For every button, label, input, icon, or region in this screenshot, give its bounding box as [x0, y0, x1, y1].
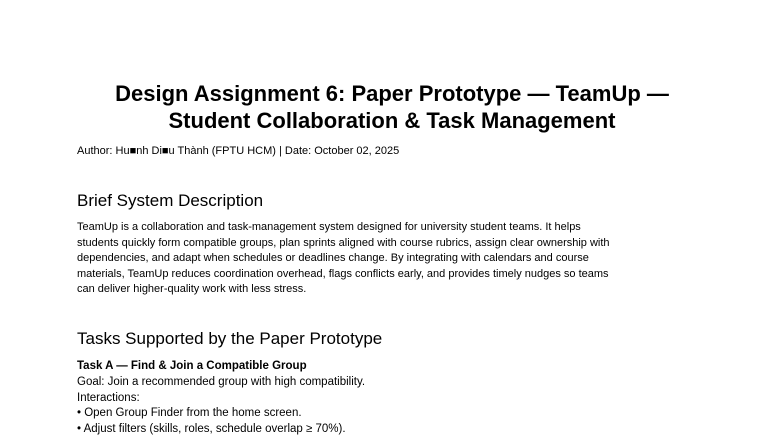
section-heading-brief: Brief System Description	[77, 191, 264, 210]
task-interactions-label: Interactions:	[77, 391, 140, 404]
brief-description-paragraph	[77, 220, 717, 298]
task-goal: Goal: Join a recommended group with high compatibility.	[77, 376, 366, 388]
document-title-line-1: Design Assignment 6: Paper Prototype — TeamUp —	[115, 81, 669, 106]
task-bullet-item: • Open Group Finder from the home screen.	[77, 407, 302, 419]
paragraph-line: can deliver higher-quality work with less stress.	[77, 283, 307, 296]
author-date-line: Author: Hu■nh Di■u Thành (FPTU HCM) | Date: October 02, 2025	[77, 145, 400, 157]
paragraph-line: students quickly form compatible groups, plan sprints aligned with course rubrics, assign clear ownership with	[77, 236, 610, 249]
document-title-line-2: Student Collaboration & Task Management	[168, 108, 616, 133]
section-heading-tasks: Tasks Supported by the Paper Prototype	[77, 329, 383, 348]
task-a-title: Task A — Find & Join a Compatible Group	[77, 360, 307, 372]
task-a-details	[77, 375, 365, 437]
paragraph-line: TeamUp is a collaboration and task-management system designed for university student teams. It helps	[77, 221, 581, 233]
paragraph-line: dependencies, and adapt when schedules or deadlines change. By integrating with calendars and course	[77, 252, 589, 265]
paragraph-line: materials, TeamUp reduces coordination overhead, flags conflicts early, and provides timely nudges so teams	[77, 267, 609, 280]
task-bullet-item: • Adjust filters (skills, roles, schedule overlap ≥ 70%).	[77, 422, 346, 435]
